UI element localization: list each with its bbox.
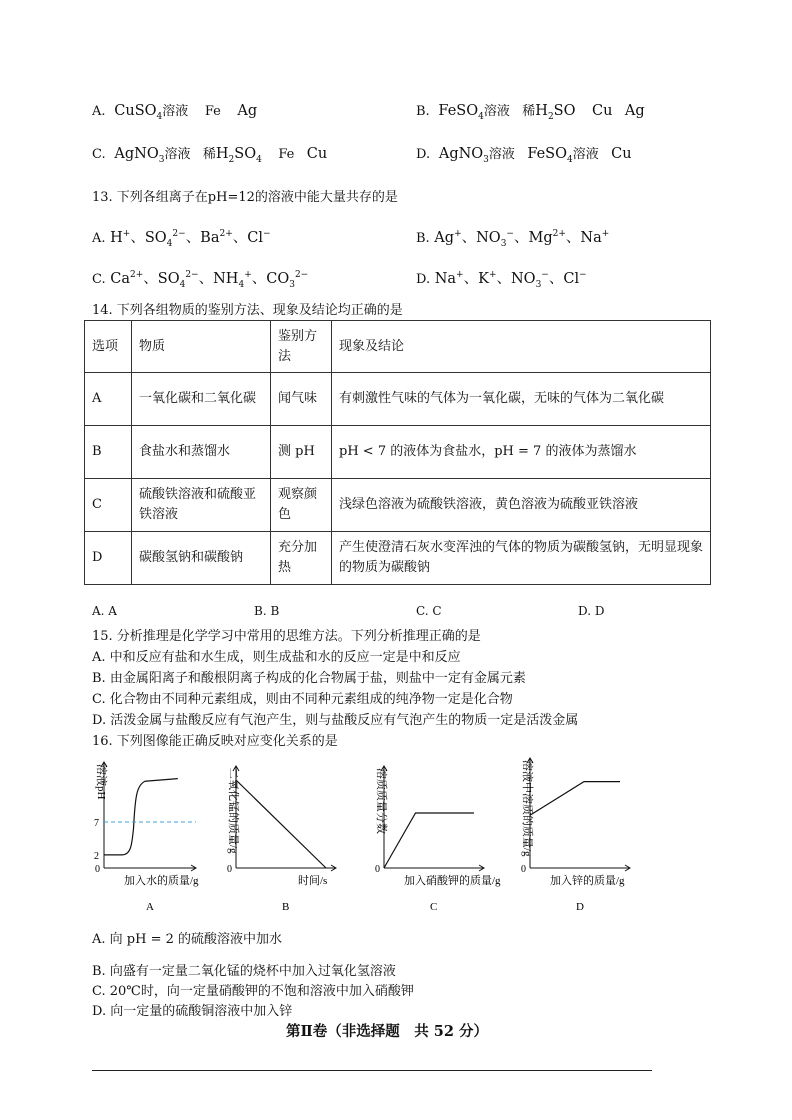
table-header-row <box>85 321 711 373</box>
q13-option-b: B. Ag+、$NO_3^-$、$Mg^{2+}$、Na+ <box>416 229 610 249</box>
cell-method: 充分加热 <box>271 532 332 585</box>
chart-a-y-label: 溶液pH <box>95 764 107 800</box>
chart-c-x-label: 加入硝酸钾的质量/g <box>404 875 501 887</box>
header-option: 选项 <box>85 321 132 373</box>
q13-option-d: D. Na+、K+、$NO_3^-$、Cl− <box>416 270 587 290</box>
chart-b-series-line <box>236 780 326 868</box>
cell-option: B <box>85 426 132 479</box>
cell-result: 浅绿色溶液为硫酸铁溶液，黄色溶液为硫酸亚铁溶液 <box>332 479 711 532</box>
cell-substance: 碳酸氢钠和碳酸钠 <box>132 532 271 585</box>
q16-option-c: C. 20℃时，向一定量硝酸钾的不饱和溶液中加入硝酸钾 <box>92 984 414 999</box>
q14-answer-b: B. B <box>254 604 280 618</box>
q16-charts <box>88 752 648 922</box>
q12-option-b: B. FeSO$_4$溶液 稀$H_2SO$ Cu Ag <box>416 103 645 122</box>
q14-answer-a: A. A <box>92 604 117 618</box>
chart-b-x-label: 时间/s <box>298 875 328 887</box>
q12-option-a: A. CuSO$_4$溶液 Fe Ag <box>92 103 258 122</box>
cell-option: A <box>85 373 132 426</box>
chart-d-y-label: 溶液中溶质的质量/g <box>521 760 533 857</box>
q16-option-b: B. 向盛有一定量二氧化锰的烧杯中加入过氧化氢溶液 <box>92 964 396 979</box>
header-result: 现象及结论 <box>332 321 711 373</box>
chart-d-tick-0: 0 <box>521 864 526 875</box>
q13-option-a: A. H+、$SO_4^{2-}$、$Ba^{2+}$、Cl− <box>92 229 271 249</box>
q15-option-d: D. 活泼金属与盐酸反应有气泡产生，则与盐酸反应有气泡产生的物质一定是活泼金属 <box>92 713 579 728</box>
q13-option-c: C. $Ca^{2+}$、$SO_4^{2-}$、$NH_4^+$、$CO_3^{2-}$ <box>92 270 309 290</box>
q15-option-a: A. 中和反应有盐和水生成，则生成盐和水的反应一定是中和反应 <box>92 650 461 665</box>
q15-option-c: C. 化合物由不同种元素组成，则由不同种元素组成的纯净物一定是化合物 <box>92 692 513 707</box>
q16-stem: 16. 下列图像能正确反映对应变化关系的是 <box>92 734 338 749</box>
table-row <box>85 373 711 426</box>
chart-b-y-label: 二氧化锰的质量/g <box>227 768 239 854</box>
chart-a-tick-7: 7 <box>94 818 99 829</box>
cell-substance: 一氧化碳和二氧化碳 <box>132 373 271 426</box>
q16-option-d: D. 向一定量的硫酸铜溶液中加入锌 <box>92 1004 293 1019</box>
header-substance: 物质 <box>132 321 271 373</box>
cell-option: C <box>85 479 132 532</box>
cell-method: 测 pH <box>271 426 332 479</box>
q12-option-d: D. AgNO$_3$溶液 FeSO$_4$溶液 Cu <box>416 146 632 165</box>
chart-a-tick-2: 2 <box>94 850 99 862</box>
chart-c-panel-label: C <box>430 901 438 913</box>
chart-a-panel-label: A <box>146 901 154 913</box>
chart-d-panel-label: D <box>576 901 584 913</box>
chart-b-panel-label: B <box>282 901 290 913</box>
cell-substance: 硫酸铁溶液和硫酸亚铁溶液 <box>132 479 271 532</box>
chart-a-tick-0: 0 <box>95 864 100 875</box>
chart-c-series-line <box>384 813 474 868</box>
cell-method: 观察颜色 <box>271 479 332 532</box>
cell-result: 产生使澄清石灰水变浑浊的气体的物质为碳酸氢钠，无明显现象的物质为碳酸钠 <box>332 532 711 585</box>
chart-a-series-line <box>104 779 178 855</box>
cell-result: 有刺激性气味的气体为一氧化碳，无味的气体为二氧化碳 <box>332 373 711 426</box>
cell-substance: 食盐水和蒸馏水 <box>132 426 271 479</box>
chart-c-tick-0: 0 <box>375 864 380 875</box>
table-row <box>85 532 711 585</box>
q13-stem: 13. 下列各组离子在pH=12的溶液中能大量共存的是 <box>92 190 398 205</box>
divider-line <box>92 1070 652 1071</box>
q15-stem: 15. 分析推理是化学学习中常用的思维方法。下列分析推理正确的是 <box>92 629 481 644</box>
section-title: 第Ⅱ卷（非选择题 共 52 分） <box>286 1023 488 1040</box>
chart-b-tick-0: 0 <box>227 864 232 875</box>
q14-answer-c: C. C <box>416 604 442 618</box>
chart-c-y-label: 溶质质量分数 <box>375 768 387 834</box>
q14-stem: 14. 下列各组物质的鉴别方法、现象及结论均正确的是 <box>92 303 403 318</box>
cell-option: D <box>85 532 132 585</box>
q12-option-c: C. AgNO$_3$溶液 稀$H_2SO_4$ Fe Cu <box>92 146 328 165</box>
chart-a-x-label: 加入水的质量/g <box>124 875 199 887</box>
q16-option-a: A. 向 pH = 2 的硫酸溶液中加水 <box>92 932 283 947</box>
cell-result: pH < 7 的液体为食盐水，pH = 7 的液体为蒸馏水 <box>332 426 711 479</box>
chart-d-x-label: 加入锌的质量/g <box>550 875 625 887</box>
table-row <box>85 426 711 479</box>
q14-answer-d: D. D <box>578 604 605 618</box>
header-method: 鉴别方法 <box>271 321 332 373</box>
q14-table <box>84 320 711 585</box>
cell-method: 闻气味 <box>271 373 332 426</box>
table-row <box>85 479 711 532</box>
q15-option-b: B. 由金属阳离子和酸根阴离子构成的化合物属于盐，则盐中一定有金属元素 <box>92 671 526 686</box>
chart-d-series-line <box>530 782 620 816</box>
